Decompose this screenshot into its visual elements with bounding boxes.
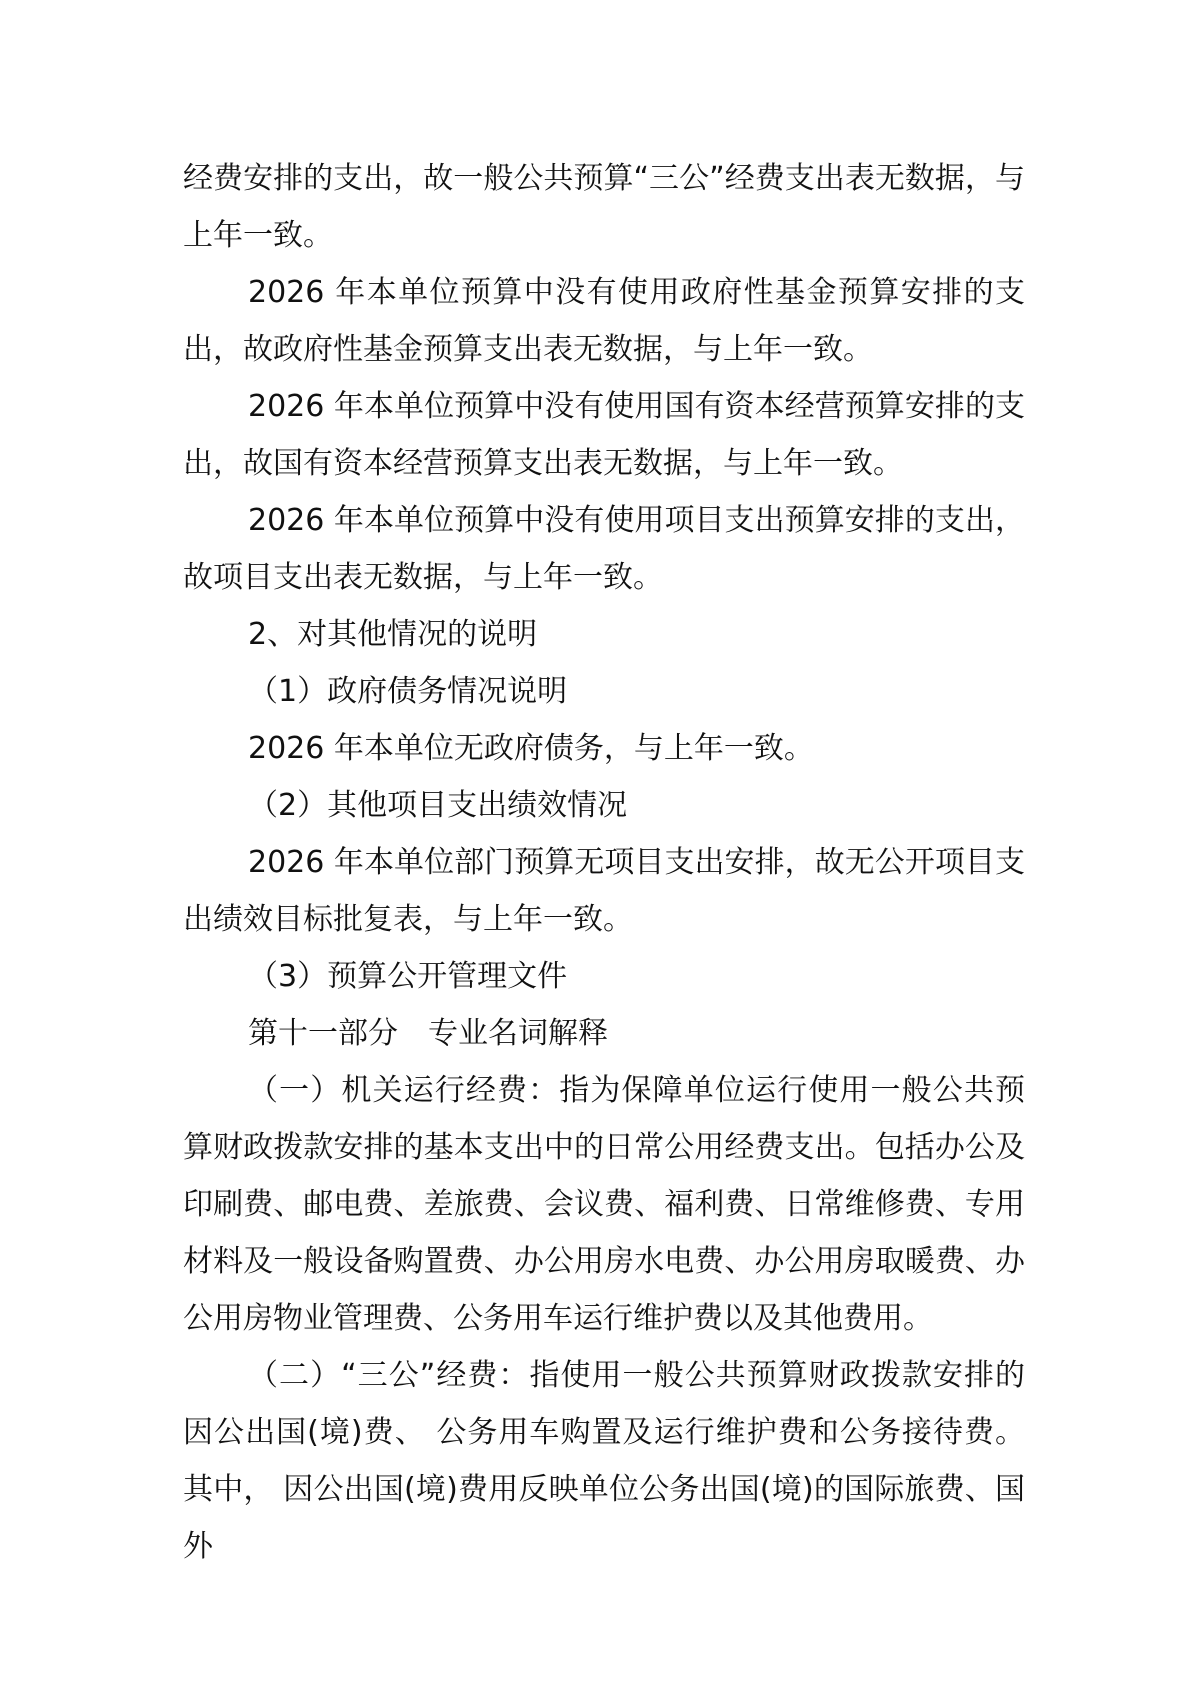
subheading-gov-debt: （1）政府债务情况说明 xyxy=(248,674,568,709)
paragraph-operating-expenses: （一）机关运行经费：指为保障单位运行使用一般公共预算财政拨款安排的基本支出中的日常公用经费支出。包括办公及印刷费、邮电费、差旅费、会议费、福利费、日常维修费、专用材料及一般设备购置费、办公用房水电费、办公用房取暖费、办公用房物业管理费、公务用车运行维护费以及其他费用。 xyxy=(183,1073,1025,1336)
document-body xyxy=(183,150,1025,1575)
paragraph-three-public-expenses: （二）“三公”经费：指使用一般公共预算财政拨款安排的因公出国(境)费、 公务用车购置及运行维护费和公务接待费。其中， 因公出国(境)费用反映单位公务出国(境)的国际旅费、国外 xyxy=(183,1358,1025,1564)
paragraph-1: 经费安排的支出，故一般公共预算“三公”经费支出表无数据，与上年一致。 xyxy=(183,161,1025,253)
paragraph-gov-debt: 2026 年本单位无政府债务，与上年一致。 xyxy=(248,731,814,766)
section-heading-other: 2、对其他情况的说明 xyxy=(248,617,538,652)
paragraph-3: 2026 年本单位预算中没有使用国有资本经营预算安排的支出，故国有资本经营预算支出表无数据，与上年一致。 xyxy=(183,389,1025,481)
part-heading-glossary: 第十一部分 专业名词解释 xyxy=(248,1016,608,1051)
paragraph-project-performance: 2026 年本单位部门预算无项目支出安排，故无公开项目支出绩效目标批复表，与上年一致。 xyxy=(183,845,1025,937)
paragraph-4: 2026 年本单位预算中没有使用项目支出预算安排的支出，故项目支出表无数据，与上年一致。 xyxy=(183,503,1025,595)
subheading-project-performance: （2）其他项目支出绩效情况 xyxy=(248,788,628,823)
paragraph-2: 2026 年本单位预算中没有使用政府性基金预算安排的支出，故政府性基金预算支出表无数据，与上年一致。 xyxy=(183,275,1025,367)
subheading-budget-files: （3）预算公开管理文件 xyxy=(248,959,568,994)
